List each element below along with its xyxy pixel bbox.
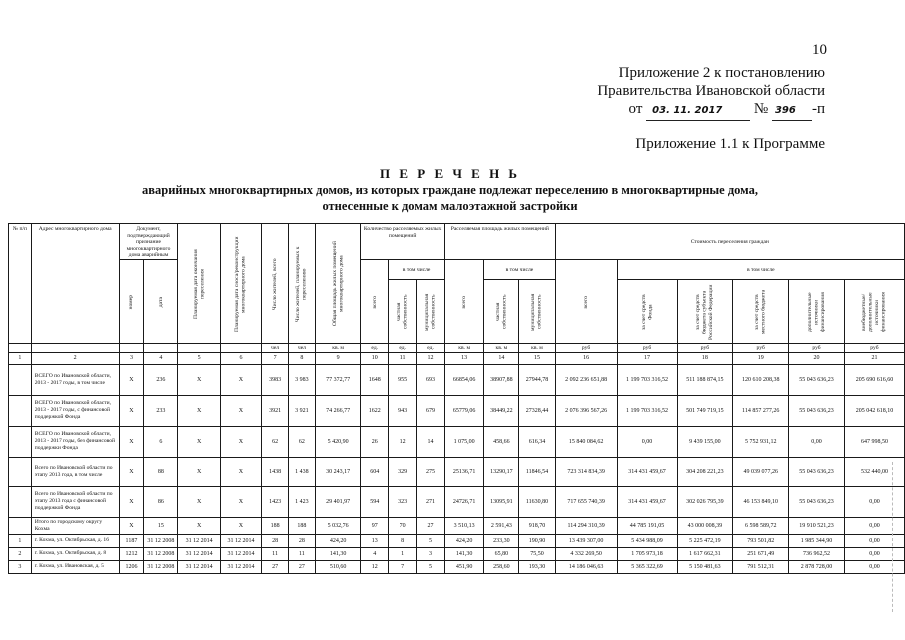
header-cost-local: за счет средств местного бюджета [733, 279, 789, 343]
header-area-group: Расселяемая площадь жилых помещений [445, 224, 556, 260]
unit-cell: кв. м [519, 343, 555, 352]
cell-c8: 62 [289, 426, 316, 457]
header-cost-incl: в том числе [617, 259, 904, 279]
cell-c13: 65779,06 [445, 395, 484, 426]
cell-c2: ВСЕГО по Ивановской области, 2013 - 2017 годы, в том числе [31, 364, 119, 395]
housing-table [8, 223, 905, 574]
column-number: 18 [677, 352, 733, 364]
cell-c6: X [220, 517, 261, 534]
cell-c11: 70 [389, 517, 417, 534]
cell-c1 [9, 457, 32, 486]
cell-c10: 4 [361, 547, 389, 560]
cell-c1 [9, 517, 32, 534]
cell-c11: 329 [389, 457, 417, 486]
cell-c13: 24726,71 [445, 486, 484, 517]
unit-cell: чел [289, 343, 316, 352]
cell-c16: 723 314 834,39 [555, 457, 617, 486]
cell-c4: 236 [144, 364, 178, 395]
cell-c13: 3 510,13 [445, 517, 484, 534]
cell-c2: г. Кохма, ул. Ивановская, д. 5 [31, 560, 119, 573]
cell-c6: X [220, 426, 261, 457]
header-residents-total: Число жителей, всего [262, 224, 289, 344]
column-number: 17 [617, 352, 677, 364]
unit-cell: руб [733, 343, 789, 352]
cell-c9: 424,20 [315, 534, 360, 547]
cell-c5: X [178, 364, 220, 395]
summary-row [9, 426, 905, 457]
cell-c7: 1438 [262, 457, 289, 486]
cell-c9: 77 372,77 [315, 364, 360, 395]
cell-c14: 65,80 [484, 547, 519, 560]
cell-c6: X [220, 457, 261, 486]
unit-cell: кв. м [445, 343, 484, 352]
header-planned-resettlement-date: Планируемая дата окончания переселения [178, 224, 220, 344]
cell-c18: 43 000 008,39 [677, 517, 733, 534]
cell-c9: 510,60 [315, 560, 360, 573]
unit-cell: руб [555, 343, 617, 352]
cell-c10: 26 [361, 426, 389, 457]
column-number: 10 [361, 352, 389, 364]
cell-c5: 31 12 2014 [178, 534, 220, 547]
cell-c12: 14 [417, 426, 445, 457]
cell-c14: 38907,88 [484, 364, 519, 395]
cell-c15: 11846,54 [519, 457, 555, 486]
cell-c17: 44 785 191,05 [617, 517, 677, 534]
cell-c5: X [178, 457, 220, 486]
cell-c16: 2 092 236 651,88 [555, 364, 617, 395]
cell-c18: 1 617 662,31 [677, 547, 733, 560]
cell-c17: 1 705 973,18 [617, 547, 677, 560]
cell-c19: 791 512,31 [733, 560, 789, 573]
header-rooms-private: частная собственность [389, 279, 417, 343]
column-number: 8 [289, 352, 316, 364]
cell-c15: 75,50 [519, 547, 555, 560]
cell-c3: X [119, 364, 144, 395]
cell-c9: 5 032,76 [315, 517, 360, 534]
cell-c2: ВСЕГО по Ивановской области, 2013 - 2017 годы, без финансовой поддержки Фонда [31, 426, 119, 457]
cell-c18: 5 225 472,19 [677, 534, 733, 547]
unit-cell: руб [617, 343, 677, 352]
handwritten-date: 03. 11. 2017 [646, 102, 750, 121]
cell-c3: 1187 [119, 534, 144, 547]
cell-c4: 15 [144, 517, 178, 534]
column-number: 20 [789, 352, 845, 364]
cell-c18: 9 439 155,00 [677, 426, 733, 457]
cell-c5: X [178, 517, 220, 534]
cell-c4: 6 [144, 426, 178, 457]
cell-c12: 693 [417, 364, 445, 395]
column-number: 6 [220, 352, 261, 364]
cell-c16: 717 655 740,39 [555, 486, 617, 517]
cell-c8: 11 [289, 547, 316, 560]
cell-c18: 5 150 481,63 [677, 560, 733, 573]
cell-c11: 955 [389, 364, 417, 395]
cell-c14: 233,30 [484, 534, 519, 547]
unit-cell: руб [844, 343, 904, 352]
header-rooms-incl: в том числе [389, 259, 445, 279]
cell-c1 [9, 486, 32, 517]
cell-c21: 205 690 616,60 [844, 364, 904, 395]
header-doc-date: дата [144, 259, 178, 343]
cell-c10: 1648 [361, 364, 389, 395]
cell-c14: 13290,17 [484, 457, 519, 486]
header-rooms-total: всего [361, 259, 389, 343]
cell-c14: 258,60 [484, 560, 519, 573]
summary-row [9, 395, 905, 426]
cell-c20: 19 910 521,23 [789, 517, 845, 534]
header-document-group: Документ, подтверждающий признание многоквартирного дома аварийным [119, 224, 178, 260]
cell-c4: 233 [144, 395, 178, 426]
header-rooms-group: Количество расселяемых жилых помещений [361, 224, 445, 260]
cell-c10: 12 [361, 560, 389, 573]
cell-c9: 5 420,90 [315, 426, 360, 457]
cell-c7: 27 [262, 560, 289, 573]
cell-c11: 12 [389, 426, 417, 457]
cell-c19: 6 598 589,72 [733, 517, 789, 534]
column-number: 14 [484, 352, 519, 364]
cell-c20: 55 043 636,23 [789, 364, 845, 395]
scan-edge-mark [892, 462, 895, 612]
appendix-resolution-line1: Приложение 2 к постановлению [618, 65, 825, 81]
cell-c13: 1 075,00 [445, 426, 484, 457]
cell-c16: 4 332 269,50 [555, 547, 617, 560]
cell-c4: 31 12 2008 [144, 534, 178, 547]
cell-c21: 0,00 [844, 534, 904, 547]
cell-c4: 88 [144, 457, 178, 486]
column-number: 11 [389, 352, 417, 364]
cell-c15: 193,30 [519, 560, 555, 573]
cell-c15: 918,70 [519, 517, 555, 534]
cell-c8: 3 921 [289, 395, 316, 426]
page-number: 10 [812, 42, 827, 58]
cell-c5: X [178, 395, 220, 426]
unit-cell: ед. [417, 343, 445, 352]
cell-c7: 3921 [262, 395, 289, 426]
header-rooms-municipal: муниципальная собственность [417, 279, 445, 343]
cell-c11: 7 [389, 560, 417, 573]
cell-c5: X [178, 426, 220, 457]
units-row [9, 343, 905, 352]
header-row-number: № п/п [9, 224, 32, 344]
cell-c12: 5 [417, 560, 445, 573]
cell-c10: 594 [361, 486, 389, 517]
column-number: 1 [9, 352, 32, 364]
column-number: 13 [445, 352, 484, 364]
cell-c17: 0,00 [617, 426, 677, 457]
cell-c16: 14 186 046,63 [555, 560, 617, 573]
cell-c2: ВСЕГО по Ивановской области, 2013 - 2017 годы, с финансовой поддержкой Фонда [31, 395, 119, 426]
cell-c15: 190,90 [519, 534, 555, 547]
cell-c11: 8 [389, 534, 417, 547]
cell-c17: 5 365 322,69 [617, 560, 677, 573]
cell-c20: 55 043 636,23 [789, 457, 845, 486]
cell-c7: 62 [262, 426, 289, 457]
cell-c19: 793 501,82 [733, 534, 789, 547]
house-row [9, 560, 905, 573]
appendix-date-line [597, 100, 825, 121]
cell-c21: 532 440,00 [844, 457, 904, 486]
cell-c18: 302 026 795,39 [677, 486, 733, 517]
title-subtitle-line2: отнесенные к домам малоэтажной застройки [322, 199, 578, 213]
cell-c12: 27 [417, 517, 445, 534]
house-row [9, 547, 905, 560]
cell-c8: 27 [289, 560, 316, 573]
cell-c4: 86 [144, 486, 178, 517]
cell-c11: 1 [389, 547, 417, 560]
cell-c6: X [220, 395, 261, 426]
cell-c3: X [119, 517, 144, 534]
cell-c1: 2 [9, 547, 32, 560]
cell-c5: X [178, 486, 220, 517]
cell-c8: 1 423 [289, 486, 316, 517]
cell-c6: X [220, 364, 261, 395]
cell-c13: 141,30 [445, 547, 484, 560]
cell-c11: 323 [389, 486, 417, 517]
header-cost-extrabudget: внебюджетные/ дополнительные источники финансирования [844, 279, 904, 343]
cell-c16: 114 294 310,39 [555, 517, 617, 534]
cell-c19: 114 857 277,26 [733, 395, 789, 426]
cell-c16: 13 439 307,00 [555, 534, 617, 547]
cell-c9: 74 266,77 [315, 395, 360, 426]
cell-c14: 13095,91 [484, 486, 519, 517]
cell-c15: 27328,44 [519, 395, 555, 426]
cell-c14: 2 591,43 [484, 517, 519, 534]
cell-c3: X [119, 426, 144, 457]
column-number: 12 [417, 352, 445, 364]
header-total-area: Общая площадь жилых помещений многоквартирного дома [315, 224, 360, 344]
document-title [100, 166, 800, 214]
cell-c9: 141,30 [315, 547, 360, 560]
cell-c13: 25136,71 [445, 457, 484, 486]
cell-c7: 3983 [262, 364, 289, 395]
appendix-resolution [597, 64, 825, 121]
cell-c1 [9, 364, 32, 395]
cell-c19: 5 752 931,12 [733, 426, 789, 457]
house-row [9, 534, 905, 547]
cell-c21: 0,00 [844, 547, 904, 560]
cell-c7: 28 [262, 534, 289, 547]
cell-c5: 31 12 2014 [178, 547, 220, 560]
column-numbers-row [9, 352, 905, 364]
cell-c3: X [119, 395, 144, 426]
cell-c7: 11 [262, 547, 289, 560]
cell-c21: 205 042 618,10 [844, 395, 904, 426]
cell-c1: 1 [9, 534, 32, 547]
cell-c21: 0,00 [844, 486, 904, 517]
header-cost-total: всего [555, 259, 617, 343]
header-address: Адрес многоквартирного дома [31, 224, 119, 344]
cell-c4: 31 12 2008 [144, 560, 178, 573]
column-number: 16 [555, 352, 617, 364]
cell-c12: 275 [417, 457, 445, 486]
unit-cell: чел [262, 343, 289, 352]
unit-cell: ед. [361, 343, 389, 352]
cell-c20: 55 043 636,23 [789, 486, 845, 517]
cell-c8: 188 [289, 517, 316, 534]
cell-c14: 38449,22 [484, 395, 519, 426]
cell-c6: 31 12 2014 [220, 534, 261, 547]
header-cost-fund: за счет средств Фонда [617, 279, 677, 343]
cell-c2: Итого по городскому округу Кохма [31, 517, 119, 534]
unit-cell: руб [789, 343, 845, 352]
cell-c8: 3 983 [289, 364, 316, 395]
column-number: 19 [733, 352, 789, 364]
summary-row [9, 517, 905, 534]
cell-c8: 1 438 [289, 457, 316, 486]
cell-c5: 31 12 2014 [178, 560, 220, 573]
title-heading: П Е Р Е Ч Е Н Ь [379, 166, 521, 181]
cell-c18: 511 188 874,15 [677, 364, 733, 395]
number-suffix: -п [811, 101, 825, 117]
summary-row [9, 457, 905, 486]
cell-c14: 458,66 [484, 426, 519, 457]
cell-c18: 501 749 719,15 [677, 395, 733, 426]
header-residents-planned: Число жителей, планируемых к переселению [289, 224, 316, 344]
cell-c10: 1622 [361, 395, 389, 426]
cell-c7: 1423 [262, 486, 289, 517]
cell-c19: 251 671,49 [733, 547, 789, 560]
cell-c17: 1 199 703 316,52 [617, 395, 677, 426]
cell-c1 [9, 426, 32, 457]
cell-c19: 120 610 208,38 [733, 364, 789, 395]
header-cost-additional: дополнительные источники финансирования [789, 279, 845, 343]
cell-c12: 271 [417, 486, 445, 517]
cell-c12: 5 [417, 534, 445, 547]
column-number: 7 [262, 352, 289, 364]
cell-c17: 314 431 459,67 [617, 457, 677, 486]
cell-c21: 0,00 [844, 560, 904, 573]
date-prefix: от [628, 101, 643, 117]
title-subtitle-line1: аварийных многоквартирных домов, из которых граждане подлежат переселению в многоквартирные дома, [142, 183, 758, 197]
cell-c18: 304 208 221,23 [677, 457, 733, 486]
cell-c6: 31 12 2014 [220, 560, 261, 573]
cell-c11: 943 [389, 395, 417, 426]
header-doc-number: номер [119, 259, 144, 343]
cell-c1: 3 [9, 560, 32, 573]
header-area-total: всего [445, 259, 484, 343]
cell-c9: 30 243,17 [315, 457, 360, 486]
cell-c6: X [220, 486, 261, 517]
header-area-incl: в том числе [484, 259, 555, 279]
cell-c2: г. Кохма, ул. Октябрьская, д. 8 [31, 547, 119, 560]
cell-c6: 31 12 2014 [220, 547, 261, 560]
cell-c13: 66854,06 [445, 364, 484, 395]
cell-c10: 97 [361, 517, 389, 534]
cell-c20: 1 985 344,90 [789, 534, 845, 547]
column-number: 3 [119, 352, 144, 364]
cell-c3: 1212 [119, 547, 144, 560]
cell-c16: 15 840 084,62 [555, 426, 617, 457]
cell-c2: Всего по Ивановской области по этапу 2013 года с финансовой поддержкой Фонда [31, 486, 119, 517]
cell-c12: 3 [417, 547, 445, 560]
cell-c15: 616,34 [519, 426, 555, 457]
cell-c7: 188 [262, 517, 289, 534]
cell-c17: 314 431 459,67 [617, 486, 677, 517]
cell-c20: 55 043 636,23 [789, 395, 845, 426]
header-cost-group: Стоимость переселения граждан [555, 224, 904, 260]
cell-c9: 29 401,97 [315, 486, 360, 517]
cell-c13: 451,90 [445, 560, 484, 573]
appendix-resolution-line2: Правительства Ивановской области [597, 83, 825, 99]
cell-c13: 424,20 [445, 534, 484, 547]
header-area-private: частная собственность [484, 279, 519, 343]
summary-row [9, 486, 905, 517]
cell-c2: г. Кохма, ул. Октябрьская, д. 16 [31, 534, 119, 547]
column-number: 2 [31, 352, 119, 364]
column-number: 21 [844, 352, 904, 364]
unit-cell: руб [677, 343, 733, 352]
table-body [9, 364, 905, 573]
header-cost-regional: за счет средств бюджета субъекта Российской Федерации [677, 279, 733, 343]
cell-c3: X [119, 457, 144, 486]
cell-c3: 1206 [119, 560, 144, 573]
handwritten-number: 396 [772, 102, 812, 121]
column-number: 5 [178, 352, 220, 364]
cell-c21: 647 998,50 [844, 426, 904, 457]
summary-row [9, 364, 905, 395]
header-planned-demolition-date: Планируемая дата сноса/реконструкции многоквартирного дома [220, 224, 261, 344]
cell-c20: 2 878 728,00 [789, 560, 845, 573]
cell-c1 [9, 395, 32, 426]
cell-c8: 28 [289, 534, 316, 547]
cell-c12: 679 [417, 395, 445, 426]
column-number: 15 [519, 352, 555, 364]
column-number: 9 [315, 352, 360, 364]
cell-c20: 0,00 [789, 426, 845, 457]
header-area-municipal: муниципальная собственность [519, 279, 555, 343]
appendix-program: Приложение 1.1 к Программе [635, 136, 825, 152]
cell-c4: 31 12 2008 [144, 547, 178, 560]
cell-c17: 1 199 703 316,52 [617, 364, 677, 395]
cell-c19: 49 039 077,26 [733, 457, 789, 486]
cell-c16: 2 076 396 567,26 [555, 395, 617, 426]
cell-c2: Всего по Ивановской области по этапу 2013 года, в том числе [31, 457, 119, 486]
cell-c10: 604 [361, 457, 389, 486]
unit-cell: кв. м [484, 343, 519, 352]
cell-c10: 13 [361, 534, 389, 547]
cell-c19: 46 153 849,10 [733, 486, 789, 517]
unit-cell: ед. [389, 343, 417, 352]
cell-c21: 0,00 [844, 517, 904, 534]
column-number: 4 [144, 352, 178, 364]
cell-c20: 736 962,52 [789, 547, 845, 560]
cell-c15: 11630,80 [519, 486, 555, 517]
number-prefix: № [753, 101, 769, 117]
cell-c15: 27944,78 [519, 364, 555, 395]
cell-c3: X [119, 486, 144, 517]
unit-cell: кв. м [315, 343, 360, 352]
cell-c17: 5 434 988,09 [617, 534, 677, 547]
